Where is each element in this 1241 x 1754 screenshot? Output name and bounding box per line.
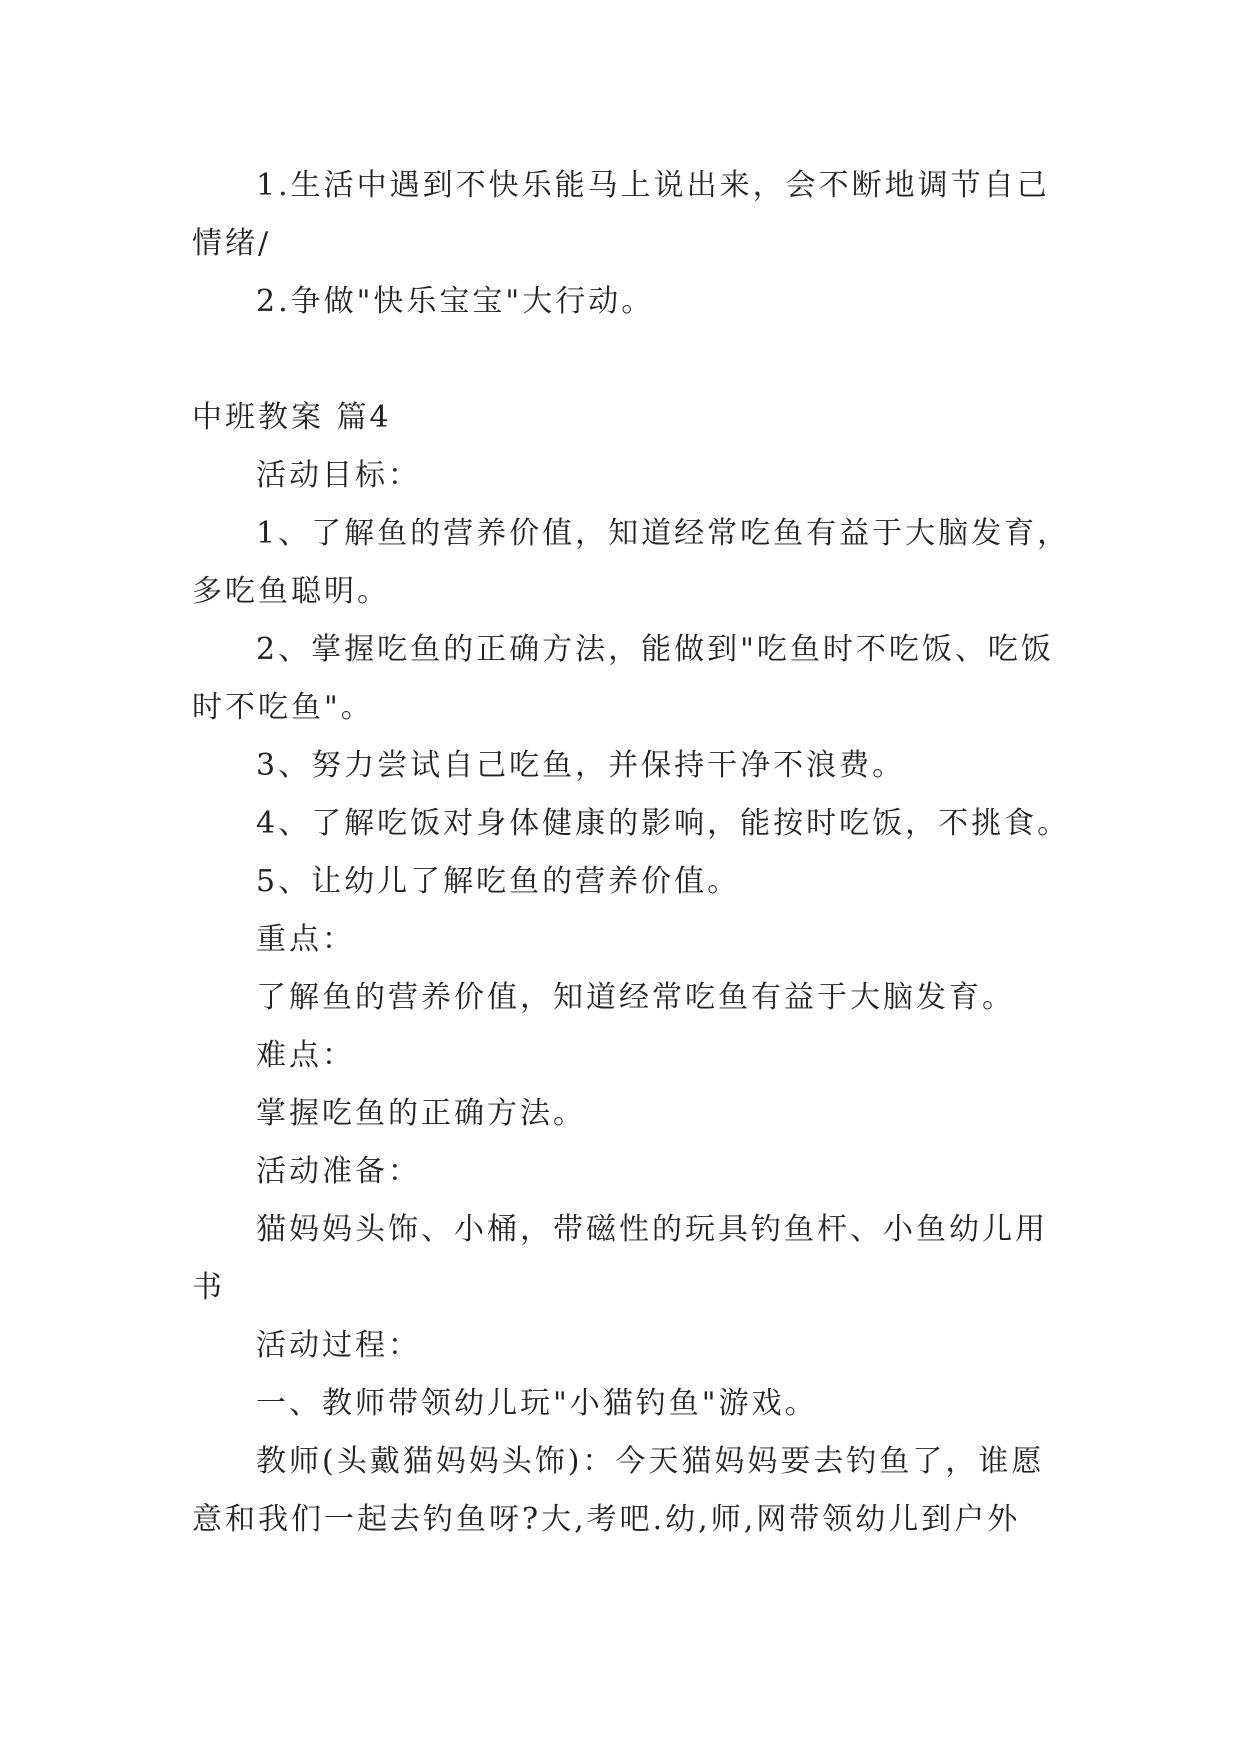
text-line: 难点：: [256, 1038, 355, 1073]
text-line: 时不吃鱼"。: [192, 690, 374, 725]
text-line: 一、教师带领幼儿玩"小猫钓鱼"游戏。: [256, 1386, 818, 1421]
text-line: 2.争做"快乐宝宝"大行动。: [256, 284, 655, 319]
text-line: 多吃鱼聪明。: [192, 574, 390, 609]
text-line: 活动过程：: [256, 1328, 421, 1363]
text-line: 3、努力尝试自己吃鱼，并保持干净不浪费。: [256, 748, 906, 783]
text-line: 掌握吃鱼的正确方法。: [256, 1096, 586, 1131]
text-line: 2、掌握吃鱼的正确方法，能做到"吃鱼时不吃饭、吃饭: [256, 632, 1054, 667]
text-line: 重点：: [256, 922, 355, 957]
text-line: 了解鱼的营养价值，知道经常吃鱼有益于大脑发育。: [256, 980, 1015, 1015]
text-line: 1.生活中遇到不快乐能马上说出来，会不断地调节自己: [256, 168, 1050, 203]
text-line: 5、让幼儿了解吃鱼的营养价值。: [256, 864, 741, 899]
text-line: 1、了解鱼的营养价值，知道经常吃鱼有益于大脑发育，: [256, 516, 1071, 551]
text-line: 猫妈妈头饰、小桶，带磁性的玩具钓鱼杆、小鱼幼儿用: [256, 1212, 1048, 1247]
text-line: 意和我们一起去钓鱼呀?大,考吧.幼,师,网带领幼儿到户外: [192, 1502, 1021, 1537]
text-line: 活动目标：: [256, 458, 421, 493]
section-heading: 中班教案 篇4: [192, 400, 392, 435]
text-line: 教师(头戴猫妈妈头饰)：今天猫妈妈要去钓鱼了，谁愿: [256, 1444, 1045, 1479]
text-line: 4、了解吃饭对身体健康的影响，能按时吃饭，不挑食。: [256, 806, 1071, 841]
text-line: 活动准备：: [256, 1154, 421, 1189]
text-line: 情绪/: [192, 226, 272, 261]
text-line: 书: [192, 1270, 225, 1305]
